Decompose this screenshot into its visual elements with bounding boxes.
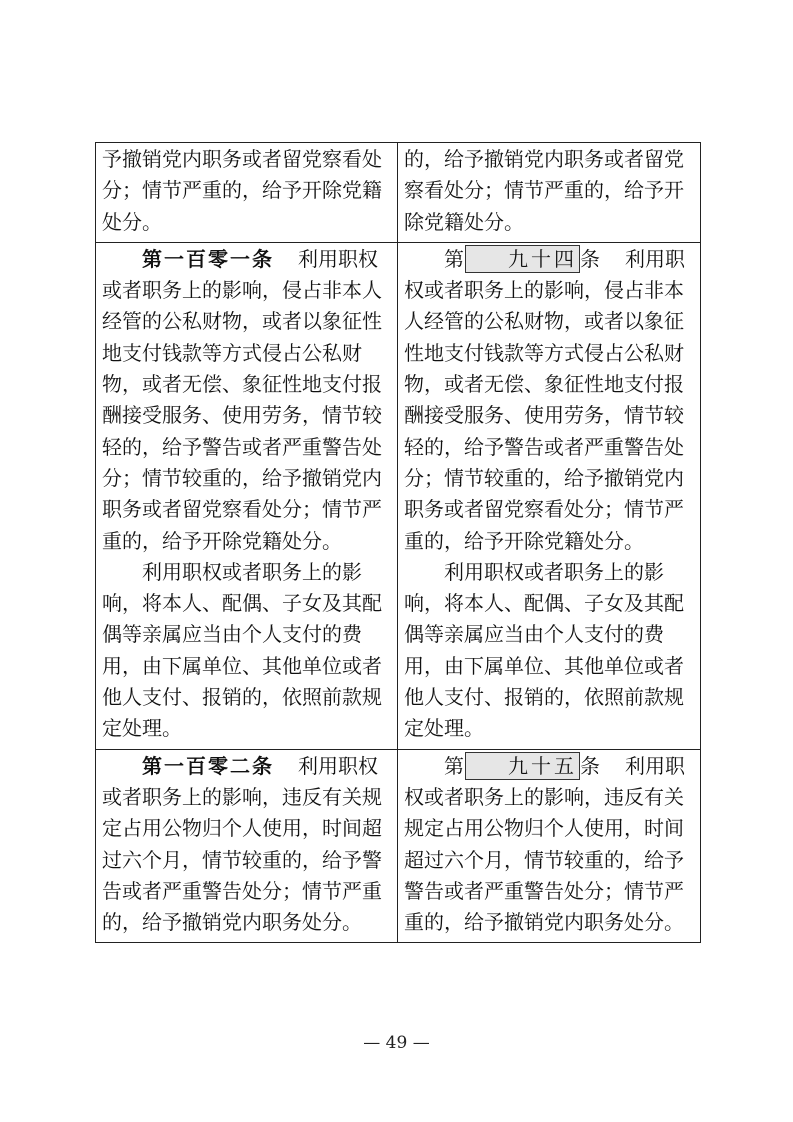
table-row bbox=[96, 143, 701, 243]
article-paragraph bbox=[404, 751, 692, 939]
paragraph: 利用职权或者职务上的影响，将本人、配偶、子女及其配偶等亲属应当由个人支付的费用，由下属单位、其他单位或者他人支付、报销的，依照前款规定处理。 bbox=[102, 559, 382, 741]
article-prefix: 第 bbox=[444, 246, 465, 271]
table-row bbox=[96, 242, 701, 749]
article-text: 利用职权或者职务上的影响，违反有关规定占用公物归个人使用，时间超过六个月，情节较重的，给予警告或者严重警告处分；情节严重的，给予撤销党内职务处分。 bbox=[102, 753, 382, 935]
page-number: — 49 — bbox=[363, 1033, 430, 1053]
table-cell-left bbox=[96, 143, 398, 243]
highlighted-article-number: 九十四 bbox=[465, 245, 580, 273]
article-prefix: 第 bbox=[444, 753, 465, 778]
article-paragraph bbox=[102, 244, 389, 557]
paragraph: 的，给予撤销党内职务或者留党察看处分；情节严重的，给予开除党籍处分。 bbox=[404, 147, 684, 234]
article-suffix: 条 bbox=[580, 753, 601, 778]
article-paragraph bbox=[404, 244, 692, 557]
highlighted-article-number: 九十五 bbox=[465, 752, 580, 780]
article-paragraph bbox=[102, 751, 389, 939]
article-text: 利用职权或者职务上的影响，违反有关规定占用公物归个人使用，时间超过六个月，情节较重的，给予警告或者严重警告处分；情节严重的，给予撤销党内职务处分。 bbox=[404, 753, 685, 935]
table-cell-right bbox=[398, 242, 701, 749]
article-suffix: 条 bbox=[580, 246, 601, 271]
comparison-table bbox=[95, 142, 701, 943]
article-number: 第一百零一条 bbox=[142, 246, 274, 271]
article-text: 利用职权或者职务上的影响，侵占非本人经管的公私财物，或者以象征性地支付钱款等方式侵占公私财物，或者无偿、象征性地支付报酬接受服务、使用劳务，情节较轻的，给予警告或者严重警告处分；情节较重的，给予撤销党内职务或者留党察看处分；情节严重的，给予开除党籍处分。 bbox=[102, 246, 382, 553]
table-row bbox=[96, 749, 701, 943]
table-cell-right bbox=[398, 143, 701, 243]
paragraph: 予撤销党内职务或者留党察看处分；情节严重的，给予开除党籍处分。 bbox=[102, 147, 382, 234]
table-cell-left bbox=[96, 242, 398, 749]
article-number: 第一百零二条 bbox=[142, 753, 274, 778]
article-text: 利用职权或者职务上的影响，侵占非本人经管的公私财物，或者以象征性地支付钱款等方式侵占公私财物，或者无偿、象征性地支付报酬接受服务、使用劳务，情节较轻的，给予警告或者严重警告处分；情节较重的，给予撤销党内职务或者留党察看处分；情节严重的，给予开除党籍处分。 bbox=[404, 246, 685, 553]
table-cell-left bbox=[96, 749, 398, 943]
paragraph: 利用职权或者职务上的影响，将本人、配偶、子女及其配偶等亲属应当由个人支付的费用，由下属单位、其他单位或者他人支付、报销的，依照前款规定处理。 bbox=[404, 559, 684, 741]
table-cell-right bbox=[398, 749, 701, 943]
